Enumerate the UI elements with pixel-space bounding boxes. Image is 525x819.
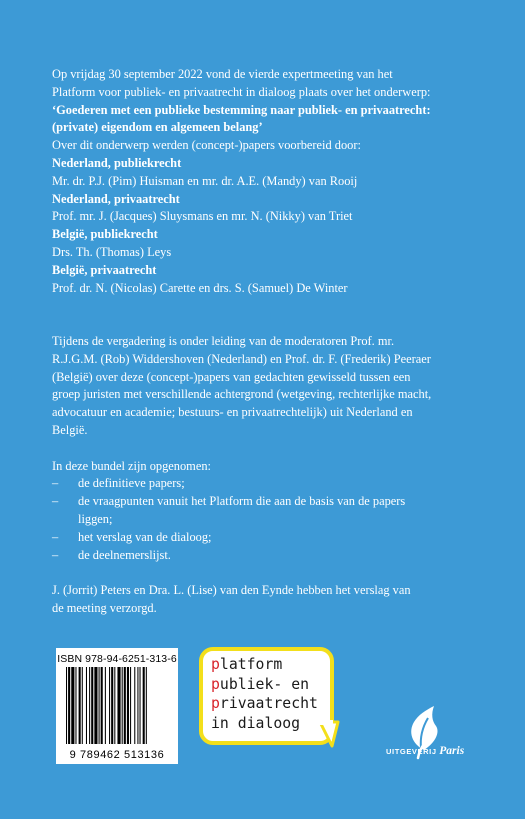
section-authors: Prof. dr. N. (Nicolas) Carette en drs. S. (Samuel) De Winter [52,280,348,295]
barcode-bars [66,667,172,744]
publisher-name: UITGEVERIJ Paris [386,745,465,757]
section-authors: Drs. Th. (Thomas) Leys [52,244,172,259]
list-dash: – [52,547,59,562]
report-credit: de meeting verzorgd. [52,600,157,615]
prepared-by: Over dit onderwerp werden (concept-)papers voorbereid door: [52,138,361,153]
logo-line: privaatrecht [211,695,318,712]
list-item [52,493,482,529]
meeting-paragraph: Tijdens de vergadering is onder leiding van de moderatoren Prof. mr. [52,333,395,348]
list-dash: – [52,529,59,544]
meeting-paragraph: advocatuur en academie; bestuurs- en privaatrechtelijk) uit Nederland en [52,405,413,420]
list-item [52,529,482,547]
list-dash: – [52,476,59,491]
section-heading: België, privaatrecht [52,262,157,277]
isbn-digits: 9 789462 513136 [69,749,165,761]
meeting-paragraph: België. [52,422,88,437]
isbn-barcode [56,648,178,764]
logo-line: platform [211,656,283,673]
intro-line: Op vrijdag 30 september 2022 vond de vierde expertmeeting van het [52,67,393,81]
logo-line: publiek- en [211,675,310,693]
isbn-label: ISBN 978-94-6251-313-6 [57,653,177,665]
bundle-list [52,475,482,564]
list-item-text: de definitieve papers; [78,476,185,491]
publisher-city: Paris [439,745,465,757]
section-authors: Mr. dr. P.J. (Pim) Huisman en mr. dr. A.E. (Mandy) van Rooij [52,173,358,188]
list-dash: – [52,494,59,509]
topic-title: ‘Goederen met een publieke bestemming naar publiek- en privaatrecht: [52,102,431,117]
list-item [52,475,482,493]
report-credit: J. (Jorrit) Peters en Dra. L. (Lise) van den Eynde hebben het verslag van [52,583,411,598]
platform-logo [199,647,334,745]
section-heading: België, publiekrecht [52,227,158,242]
section-heading: Nederland, privaatrecht [52,191,180,206]
list-item-text: de deelnemerslijst. [78,547,171,562]
meeting-paragraph: groep juristen met verschillende achtergrond (wetgeving, rechterlijke macht, [52,387,432,402]
meeting-paragraph: (België) over deze (concept-)papers van gedachten gewisseld tussen een [52,369,411,384]
topic-title: (private) eigendom en algemeen belang’ [52,120,263,135]
list-item-text: het verslag van de dialoog; [78,529,212,544]
bundle-intro: In deze bundel zijn opgenomen: [52,458,211,473]
speech-bubble-tail-icon [318,720,340,748]
back-cover-text [52,66,482,618]
section-authors: Prof. mr. J. (Jacques) Sluysmans en mr. N. (Nikky) van Triet [52,209,353,224]
list-item-text: de vraagpunten vanuit het Platform die aan de basis van de papers [78,494,406,509]
section-heading: Nederland, publiekrecht [52,155,182,170]
intro-line: Platform voor publiek- en privaatrecht in dialoog plaats over het onderwerp: [52,84,431,99]
list-item [52,547,482,565]
meeting-paragraph: R.J.G.M. (Rob) Widdershoven (Nederland) en Prof. dr. F. (Frederik) Peeraer [52,351,431,366]
logo-line: in dialoog [211,714,301,732]
list-item-text: liggen; [78,511,113,526]
